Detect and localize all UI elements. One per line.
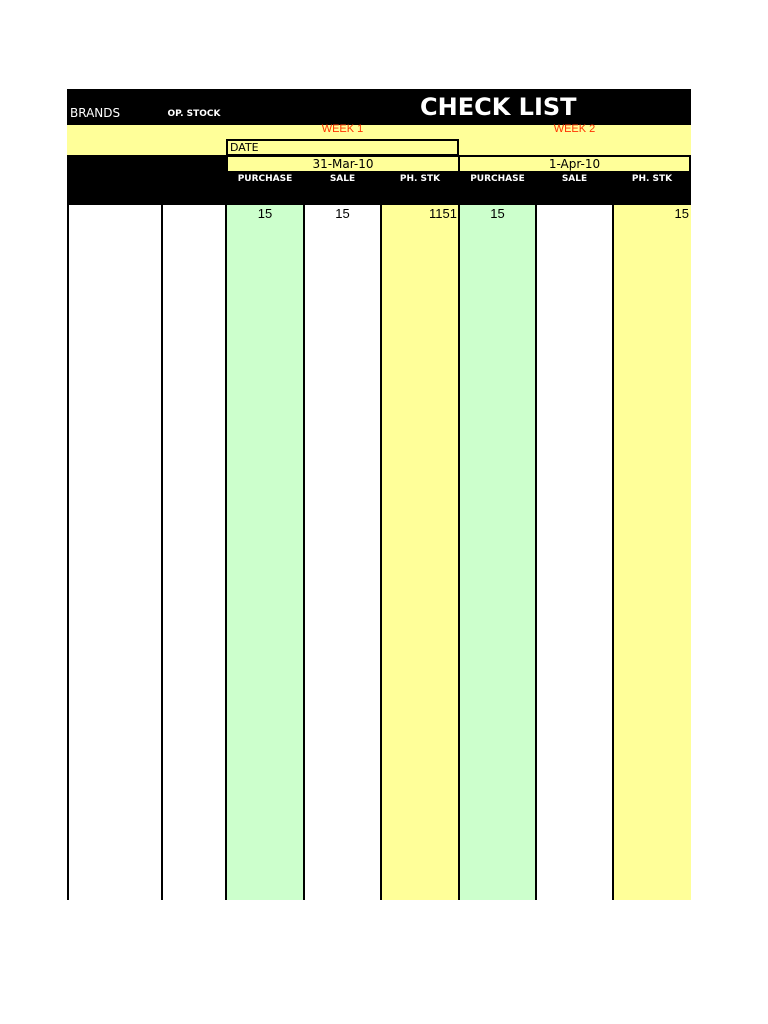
w1-sale-cell[interactable]: 15	[335, 206, 350, 221]
date-label-box	[226, 139, 459, 156]
w2-purchase-header: PURCHASE	[470, 174, 525, 184]
week-2-label: WEEK 2	[553, 123, 596, 135]
w1-ph-stk-header: PH. STK	[399, 174, 441, 184]
week-1-label: WEEK 1	[321, 123, 364, 135]
op-stock-header: OP. STOCK	[167, 109, 221, 119]
w1-sale-column[interactable]	[304, 205, 381, 900]
grid-line	[380, 205, 382, 900]
grid-line	[612, 205, 614, 900]
grid-line	[161, 205, 163, 900]
w2-sale-header: SALE	[561, 174, 588, 184]
grid-line	[303, 205, 305, 900]
sheet-title: CHECK LIST	[420, 93, 577, 121]
w2-purchase-cell[interactable]: 15	[490, 206, 505, 221]
grid-line	[225, 205, 227, 900]
w2-ph-stk-cell[interactable]: 15	[674, 206, 689, 221]
op-stock-column[interactable]	[162, 205, 226, 900]
w1-ph-stk-cell[interactable]: 1151	[429, 206, 457, 221]
w1-purchase-header: PURCHASE	[237, 174, 293, 184]
grid-line	[67, 205, 69, 900]
brands-header: BRANDS	[70, 106, 121, 120]
w1-purchase-column[interactable]	[226, 205, 304, 900]
w2-ph-stk-column[interactable]	[613, 205, 691, 900]
w2-ph-stk-header: PH. STK	[631, 174, 673, 184]
grid-line	[458, 205, 460, 900]
w1-purchase-cell[interactable]: 15	[257, 206, 273, 221]
grid-line	[535, 205, 537, 900]
w2-sale-column[interactable]	[536, 205, 613, 900]
brands-column[interactable]	[67, 205, 162, 900]
week-2-date: 1-Apr-10	[458, 155, 691, 173]
check-list-sheet	[67, 89, 691, 900]
left-header	[67, 155, 226, 205]
w2-purchase-column[interactable]	[459, 205, 536, 900]
week-1-date: 31-Mar-10	[226, 155, 460, 173]
w1-sale-header: SALE	[329, 174, 356, 184]
date-label: DATE	[230, 141, 259, 154]
w1-ph-stk-column[interactable]	[381, 205, 459, 900]
